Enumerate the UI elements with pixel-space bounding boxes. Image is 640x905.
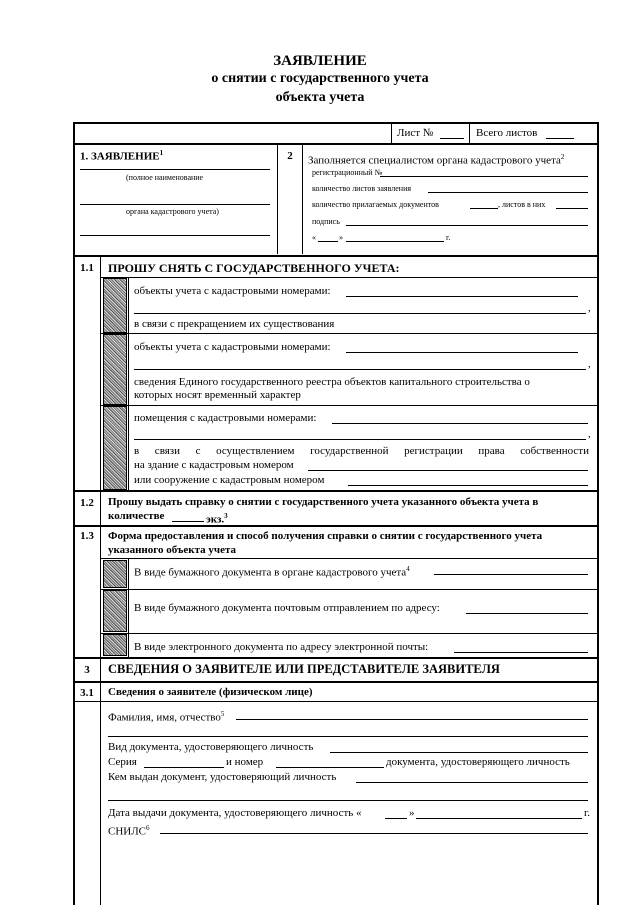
authority-name-field-2[interactable] <box>80 204 270 205</box>
document-subtitle-2: объекта учета <box>275 90 365 105</box>
delivery-mail-text: В виде бумажного документа почтовым отправлением по адресу: <box>134 602 440 614</box>
section-1-1-number: 1.1 <box>80 262 94 274</box>
section-1-3-text-1: Форма предоставления и способ получения справки о снятии с государственного учета <box>108 530 543 542</box>
delivery-email-field[interactable] <box>454 652 588 653</box>
docs-sheets-label: , листов в них <box>498 200 546 209</box>
authority-name-field-3[interactable] <box>80 235 270 236</box>
docs-count-label: количество прилагаемых документов <box>312 200 439 209</box>
fio-field-2[interactable] <box>108 736 588 737</box>
section-1-title: 1. ЗАЯВЛЕНИЕ$^1$ <box>80 149 164 163</box>
option-1-cadastral-field[interactable] <box>346 296 578 297</box>
id-doc-type-field[interactable] <box>330 752 588 753</box>
option-2-text-c: которых носят временный характер <box>134 389 301 401</box>
structure-cadastral-field[interactable] <box>348 485 588 486</box>
checkbox-delivery-office[interactable] <box>103 560 127 588</box>
checkbox-option-3[interactable] <box>103 406 127 490</box>
option-2-cadastral-field-2[interactable] <box>134 369 586 370</box>
total-sheets-label: Всего листов <box>476 127 538 139</box>
comma-1: , <box>588 302 591 314</box>
checkbox-delivery-email[interactable] <box>103 634 127 656</box>
snils-field[interactable] <box>160 833 588 834</box>
section-1-2-number: 1.2 <box>80 497 94 509</box>
number-field[interactable] <box>276 767 384 768</box>
issue-date-mid: » <box>409 807 415 819</box>
option-1-cadastral-field-2[interactable] <box>134 313 586 314</box>
section-3-1-title: Сведения о заявителе (физическом лице) <box>108 686 313 698</box>
checkbox-delivery-mail[interactable] <box>103 590 127 632</box>
docs-count-field[interactable] <box>470 208 498 209</box>
building-cadastral-field[interactable] <box>308 470 588 471</box>
issue-date-year-label: г. <box>584 807 591 819</box>
delivery-email-text: В виде электронного документа по адресу электронной почты: <box>134 641 429 653</box>
option-3-text-b: в связи с осуществлением государственной регистрации права собственности <box>134 445 589 457</box>
fio-field[interactable] <box>236 719 588 720</box>
comma-3: , <box>588 428 591 440</box>
option-2-text-b: сведения Единого государственного реестра объектов капитального строительства о <box>134 376 530 388</box>
fio-label: Фамилия, имя, отчество$^5$ <box>108 710 225 724</box>
section-1-1-title: ПРОШУ СНЯТЬ С ГОСУДАРСТВЕННОГО УЧЕТА: <box>108 261 400 275</box>
snils-label: СНИЛС$^6$ <box>108 824 150 838</box>
date-open: « <box>312 233 316 242</box>
reg-number-field[interactable] <box>380 176 588 177</box>
delivery-office-field[interactable] <box>434 574 588 575</box>
checkbox-option-1[interactable] <box>103 278 127 333</box>
date-month-field[interactable] <box>346 241 444 242</box>
section-2-number: 2 <box>287 150 293 162</box>
issued-by-label: Кем выдан документ, удостоверяющий личность <box>108 771 337 783</box>
option-2-text-a: объекты учета с кадастровыми номерами: <box>134 341 331 353</box>
option-3-text-a: помещения с кадастровыми номерами: <box>134 412 317 424</box>
section-2-title: Заполняется специалистом органа кадастрового учета$^2$ <box>308 153 565 167</box>
total-sheets-field[interactable] <box>546 138 574 139</box>
caption-full-name: (полное наименование <box>126 173 204 182</box>
checkbox-option-2[interactable] <box>103 334 127 405</box>
issue-date-label: Дата выдачи документа, удостоверяющего личность « <box>108 807 362 819</box>
option-1-text-b: в связи с прекращением их существования <box>134 318 335 330</box>
delivery-office-text: В виде бумажного документа в органе кадастрового учета$^4$ <box>134 565 410 579</box>
sheet-number-field[interactable] <box>440 138 464 139</box>
section-3-title: СВЕДЕНИЯ О ЗАЯВИТЕЛЕ ИЛИ ПРЕДСТАВИТЕЛЕ ЗАЯВИТЕЛЯ <box>108 662 500 676</box>
issue-date-month-field[interactable] <box>416 818 582 819</box>
section-1-2-text-2: количестве <box>108 510 165 522</box>
section-1-2-text-1: Прошу выдать справку о снятии с государственного учета указанного объекта учета в <box>108 496 539 508</box>
comma-2: , <box>588 358 591 370</box>
option-3-cadastral-field-2[interactable] <box>134 439 586 440</box>
number-label: и номер <box>226 756 264 768</box>
copies-count-field[interactable] <box>172 521 204 522</box>
series-label: Серия <box>108 756 137 768</box>
document-subtitle-1: о снятии с государственного учета <box>211 71 429 86</box>
reg-number-label: регистрационный № <box>312 168 383 177</box>
section-1-3-number: 1.3 <box>80 530 94 542</box>
sheets-count-field[interactable] <box>428 192 588 193</box>
section-3-1-number: 3.1 <box>80 687 94 699</box>
delivery-mail-field[interactable] <box>466 613 588 614</box>
issued-by-field-2[interactable] <box>108 800 588 801</box>
date-mid: » <box>339 233 343 242</box>
date-year-label: г. <box>446 233 451 242</box>
docs-sheets-field[interactable] <box>556 208 588 209</box>
id-doc-type-label: Вид документа, удостоверяющего личность <box>108 741 314 753</box>
issued-by-field[interactable] <box>356 782 588 783</box>
section-3-number: 3 <box>84 664 90 676</box>
caption-authority: органа кадастрового учета) <box>126 207 219 216</box>
option-3-text-c: на здание с кадастровым номером <box>134 459 294 471</box>
date-day-field[interactable] <box>318 241 338 242</box>
signature-field[interactable] <box>346 225 588 226</box>
sheet-number-label: Лист № <box>397 127 434 139</box>
series-field[interactable] <box>144 767 224 768</box>
issue-date-day-field[interactable] <box>385 818 407 819</box>
option-3-cadastral-field[interactable] <box>332 423 588 424</box>
option-3-text-d: или сооружение с кадастровым номером <box>134 474 325 486</box>
option-1-text-a: объекты учета с кадастровыми номерами: <box>134 285 331 297</box>
authority-name-field-1[interactable] <box>80 169 270 170</box>
option-2-cadastral-field[interactable] <box>346 352 578 353</box>
id-doc-label-2: документа, удостоверяющего личность <box>386 756 570 768</box>
signature-label: подпись <box>312 217 340 226</box>
document-title: ЗАЯВЛЕНИЕ <box>273 53 367 69</box>
sheets-count-label: количество листов заявления <box>312 184 412 193</box>
section-1-3-text-2: указанного объекта учета <box>108 544 237 556</box>
section-1-2-text-3: экз.$^3$ <box>206 512 228 526</box>
